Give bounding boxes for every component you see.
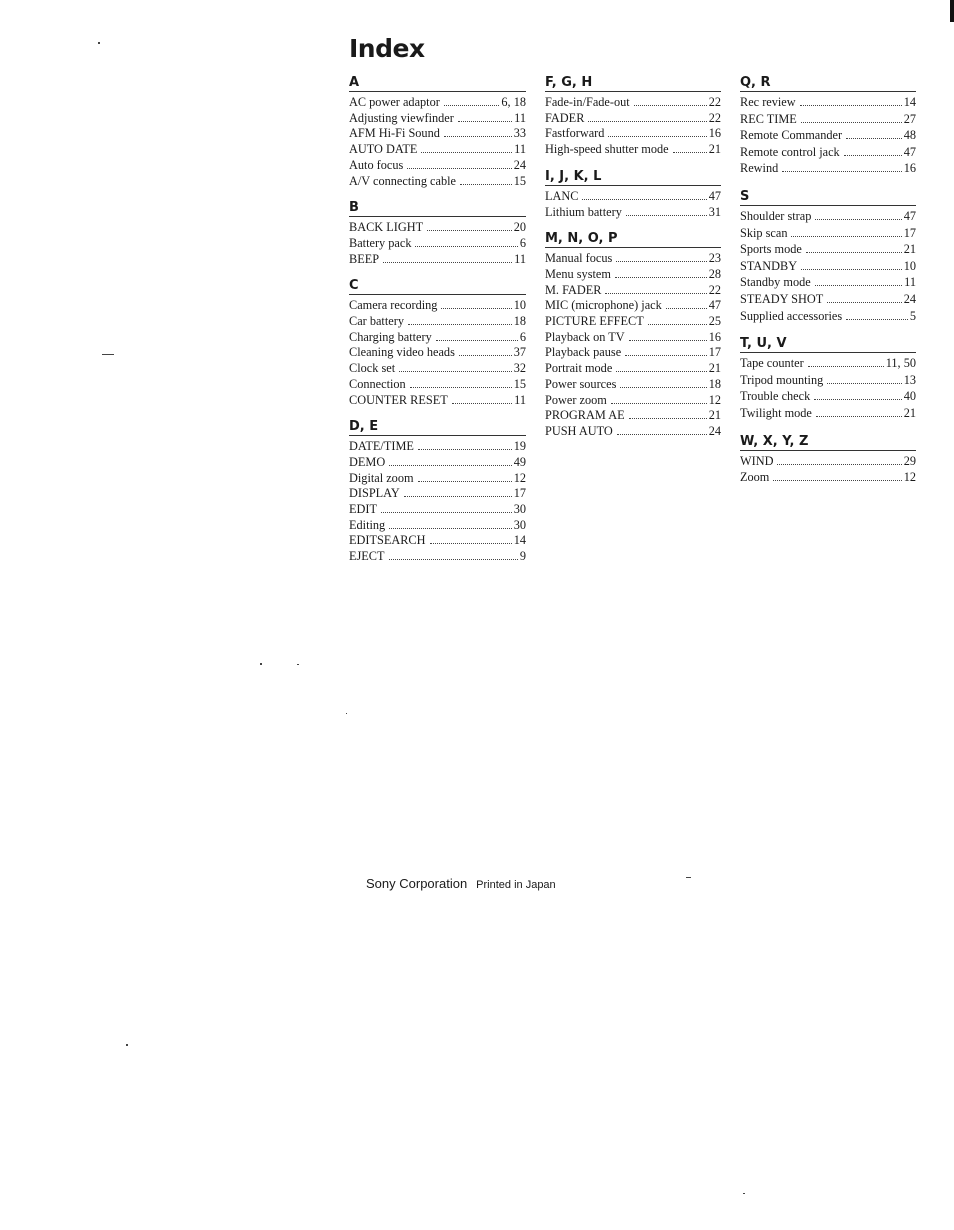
entry-page-number: 17: [903, 225, 916, 240]
entry-term: Fade-in/Fade-out: [545, 95, 630, 109]
entry-term: Digital zoom: [349, 470, 414, 485]
index-entry: [349, 329, 526, 345]
entry-term: EDITSEARCH: [349, 533, 426, 548]
entry-page-number: 25: [708, 314, 721, 329]
section-heading: T, U, V: [740, 335, 916, 353]
dot-leader: [611, 392, 707, 404]
entry-term: DEMO: [349, 454, 386, 469]
index-entry: [740, 225, 916, 242]
section-heading: I, J, K, L: [545, 168, 721, 186]
entry-page-number: 47: [708, 298, 721, 313]
dot-leader: [629, 407, 707, 419]
dot-leader: [458, 110, 512, 122]
company-name: Sony Corporation: [366, 876, 468, 891]
entry-term: AC power adaptor: [349, 95, 440, 109]
entry-page-number: 14: [513, 533, 526, 548]
index-entry: [349, 141, 526, 157]
index-entry: [349, 313, 526, 329]
entry-term: Menu system: [545, 266, 611, 281]
index-section: [349, 277, 526, 407]
dot-leader: [389, 548, 518, 560]
entry-term: Fastforward: [545, 126, 605, 141]
index-entry: [349, 297, 526, 313]
dot-leader: [648, 313, 707, 325]
index-entry: [740, 291, 916, 308]
dot-leader: [381, 501, 512, 513]
entry-term: Portrait mode: [545, 361, 613, 376]
index-section: [740, 188, 916, 324]
entry-page-number: 20: [513, 220, 526, 235]
entry-term: Sports mode: [740, 242, 802, 257]
entry-page-number: 29: [903, 453, 916, 468]
entry-page-number: 12: [903, 470, 916, 485]
entry-term: COUNTER RESET: [349, 392, 448, 407]
index-entry: [545, 188, 721, 204]
dot-leader: [801, 258, 902, 270]
entry-term: Cleaning video heads: [349, 345, 455, 360]
entry-page-number: 47: [903, 144, 916, 159]
entry-term: Adjusting viewfinder: [349, 110, 454, 125]
index-entry: [545, 141, 721, 157]
index-entry: [349, 548, 526, 564]
index-entry: [349, 110, 526, 126]
index-entry: [740, 469, 916, 486]
dot-leader: [844, 144, 902, 156]
dot-leader: [430, 532, 512, 544]
dot-leader: [421, 141, 512, 153]
dot-leader: [616, 360, 706, 372]
section-heading: B: [349, 199, 526, 217]
index-entry: [349, 532, 526, 548]
index-entry: [740, 144, 916, 161]
dot-leader: [629, 329, 707, 341]
dot-leader: [782, 160, 901, 172]
scan-speck: [686, 877, 691, 878]
entry-page-number: 6: [519, 235, 526, 250]
entry-term: Remote Commander: [740, 128, 843, 143]
entry-term: Shoulder strap: [740, 208, 812, 223]
dot-leader: [816, 405, 902, 417]
entry-term: Battery pack: [349, 235, 412, 250]
dot-leader: [605, 282, 706, 294]
entry-page-number: 21: [903, 405, 916, 420]
entry-term: MIC (microphone) jack: [545, 298, 662, 313]
dot-leader: [427, 219, 512, 231]
entry-term: EJECT: [349, 549, 385, 564]
entry-page-number: 27: [903, 111, 916, 126]
entry-page-number: 16: [708, 126, 721, 141]
dot-leader: [634, 94, 707, 106]
entry-term: BACK LIGHT: [349, 220, 424, 235]
dot-leader: [625, 344, 707, 356]
entry-term: Auto focus: [349, 157, 404, 172]
entry-term: Charging battery: [349, 329, 432, 344]
entry-page-number: 12: [708, 392, 721, 407]
index-entry: [349, 438, 526, 454]
index-section: [545, 230, 721, 438]
entry-page-number: 22: [708, 282, 721, 297]
entry-term: Trouble check: [740, 389, 811, 404]
footer: [366, 876, 556, 891]
index-entry: [545, 204, 721, 220]
dot-leader: [459, 344, 512, 356]
index-entry: [740, 372, 916, 389]
index-section: [545, 74, 721, 157]
entry-page-number: 24: [903, 291, 916, 306]
dot-leader: [777, 453, 901, 465]
entry-page-number: 17: [708, 345, 721, 360]
dot-leader: [404, 485, 512, 497]
dot-leader: [806, 241, 902, 253]
entry-page-number: 14: [903, 95, 916, 109]
index-entry: [740, 127, 916, 144]
entry-term: FADER: [545, 110, 585, 125]
index-entry: [349, 219, 526, 235]
dot-leader: [383, 251, 512, 263]
entry-term: Clock set: [349, 361, 396, 376]
index-entry: [740, 258, 916, 275]
entry-term: M. FADER: [545, 282, 602, 297]
dot-leader: [582, 188, 706, 200]
entry-page-number: 22: [708, 95, 721, 109]
dot-leader: [415, 235, 517, 247]
index-entry: [740, 160, 916, 177]
entry-page-number: 22: [708, 110, 721, 125]
entry-term: Power sources: [545, 376, 617, 391]
scan-speck: [346, 713, 347, 714]
entry-term: PUSH AUTO: [545, 423, 613, 438]
entry-term: A/V connecting cable: [349, 173, 456, 188]
index-section: [349, 418, 526, 564]
scan-speck: [260, 663, 262, 665]
entry-page-number: 10: [903, 258, 916, 273]
entry-term: LANC: [545, 188, 579, 203]
entry-term: Zoom: [740, 470, 770, 485]
index-entry: [740, 308, 916, 325]
entry-page-number: 11: [514, 251, 526, 266]
entry-term: Power zoom: [545, 392, 607, 407]
dot-leader: [452, 392, 512, 404]
entry-page-number: 21: [708, 142, 721, 157]
index-section: [740, 335, 916, 421]
index-entry: [349, 392, 526, 408]
entry-term: Playback pause: [545, 345, 622, 360]
entry-term: PICTURE EFFECT: [545, 314, 644, 329]
entry-page-number: 11: [514, 142, 526, 157]
scan-speck: [743, 1193, 745, 1194]
index-entry: [349, 454, 526, 470]
edge-mark: [950, 0, 954, 22]
index-column-2: [545, 74, 721, 450]
entry-term: Remote control jack: [740, 144, 840, 159]
index-entry: [349, 517, 526, 533]
section-heading: A: [349, 74, 526, 92]
entry-page-number: 47: [903, 208, 916, 223]
dot-leader: [827, 372, 901, 384]
entry-term: Manual focus: [545, 251, 613, 266]
index-entry: [545, 266, 721, 282]
dot-leader: [410, 376, 512, 388]
dot-leader: [626, 204, 707, 216]
section-heading: Q, R: [740, 74, 916, 92]
dot-leader: [407, 157, 511, 169]
index-entry: [740, 94, 916, 111]
entry-page-number: 18: [708, 376, 721, 391]
index-entry: [349, 173, 526, 189]
index-entry: [349, 470, 526, 486]
dot-leader: [616, 250, 706, 262]
index-section: [740, 74, 916, 177]
entry-page-number: 11: [904, 275, 916, 290]
dot-leader: [444, 125, 512, 137]
entry-page-number: 11: [514, 110, 526, 125]
dot-leader: [814, 388, 901, 400]
entry-page-number: 11: [514, 392, 526, 407]
index-section: [740, 433, 916, 486]
index-entry: [349, 485, 526, 501]
dot-leader: [588, 110, 706, 122]
entry-term: Twilight mode: [740, 405, 812, 420]
dot-leader: [615, 266, 707, 278]
index-entry: [545, 423, 721, 439]
dot-leader: [436, 329, 518, 341]
index-entry: [740, 453, 916, 470]
page-title: Index: [349, 34, 425, 63]
entry-page-number: 12: [513, 470, 526, 485]
index-entry: [545, 344, 721, 360]
index-column-3: [740, 74, 916, 497]
dot-leader: [389, 517, 511, 529]
dot-leader: [801, 111, 902, 123]
entry-term: Lithium battery: [545, 204, 622, 219]
entry-page-number: 11, 50: [885, 356, 916, 371]
dot-leader: [608, 125, 706, 137]
section-heading: M, N, O, P: [545, 230, 721, 248]
entry-term: EDIT: [349, 502, 377, 517]
entry-term: DATE/TIME: [349, 439, 414, 454]
index-entry: [545, 110, 721, 126]
entry-term: Skip scan: [740, 225, 788, 240]
entry-term: Playback on TV: [545, 329, 625, 344]
section-heading: S: [740, 188, 916, 206]
dot-leader: [808, 355, 884, 367]
index-entry: [740, 208, 916, 225]
dot-leader: [815, 274, 902, 286]
index-entry: [545, 250, 721, 266]
entry-page-number: 21: [903, 242, 916, 257]
entry-term: DISPLAY: [349, 486, 400, 501]
dot-leader: [800, 94, 902, 106]
entry-term: STEADY SHOT: [740, 291, 824, 306]
scan-speck: [98, 42, 100, 44]
index-entry: [545, 360, 721, 376]
index-entry: [349, 251, 526, 267]
entry-page-number: 19: [513, 439, 526, 454]
entry-page-number: 23: [708, 251, 721, 266]
dot-leader: [418, 438, 512, 450]
dot-leader: [673, 141, 707, 153]
entry-page-number: 6: [519, 329, 526, 344]
entry-page-number: 24: [513, 157, 526, 172]
index-entry: [349, 235, 526, 251]
index-entry: [349, 360, 526, 376]
entry-term: High-speed shutter mode: [545, 142, 669, 157]
entry-term: REC TIME: [740, 111, 797, 126]
index-entry: [740, 241, 916, 258]
entry-page-number: 15: [513, 376, 526, 391]
index-entry: [349, 376, 526, 392]
index-entry: [349, 125, 526, 141]
dot-leader: [399, 360, 512, 372]
index-entry: [349, 501, 526, 517]
dot-leader: [418, 470, 512, 482]
entry-page-number: 6, 18: [501, 95, 526, 109]
index-entry: [545, 125, 721, 141]
index-section: [349, 74, 526, 188]
dot-leader: [773, 469, 901, 481]
index-entry: [545, 94, 721, 110]
dot-leader: [408, 313, 512, 325]
dot-leader: [791, 225, 901, 237]
index-entry: [349, 94, 526, 110]
index-section: [349, 199, 526, 266]
dot-leader: [617, 423, 707, 435]
index-entry: [740, 111, 916, 128]
entry-page-number: 21: [708, 408, 721, 423]
printed-in: Printed in Japan: [476, 879, 556, 891]
entry-page-number: 48: [903, 128, 916, 143]
entry-page-number: 49: [513, 454, 526, 469]
dot-leader: [846, 127, 902, 139]
scan-speck: [297, 664, 299, 665]
entry-page-number: 9: [519, 549, 526, 564]
entry-page-number: 28: [708, 266, 721, 281]
entry-page-number: 37: [513, 345, 526, 360]
index-entry: [740, 405, 916, 422]
dot-leader: [846, 308, 908, 320]
entry-term: Rec review: [740, 95, 796, 109]
index-entry: [545, 329, 721, 345]
entry-term: AUTO DATE: [349, 142, 418, 157]
entry-page-number: 10: [513, 298, 526, 313]
entry-term: BEEP: [349, 251, 380, 266]
index-entry: [740, 388, 916, 405]
dot-leader: [827, 291, 901, 303]
scan-speck: [126, 1044, 128, 1046]
index-entry: [349, 157, 526, 173]
entry-term: PROGRAM AE: [545, 408, 625, 423]
entry-page-number: 24: [708, 423, 721, 438]
entry-term: WIND: [740, 453, 774, 468]
entry-page-number: 40: [903, 389, 916, 404]
entry-term: Tape counter: [740, 356, 804, 371]
entry-page-number: 5: [909, 308, 916, 323]
entry-term: Camera recording: [349, 298, 438, 313]
section-heading: C: [349, 277, 526, 295]
entry-term: Editing: [349, 517, 386, 532]
entry-page-number: 33: [513, 126, 526, 141]
section-heading: D, E: [349, 418, 526, 436]
entry-page-number: 16: [903, 161, 916, 176]
index-column-1: [349, 74, 526, 575]
index-entry: [545, 392, 721, 408]
index-entry: [349, 344, 526, 360]
entry-term: Rewind: [740, 161, 779, 176]
index-section: [545, 168, 721, 219]
entry-page-number: 18: [513, 314, 526, 329]
entry-page-number: 21: [708, 361, 721, 376]
entry-term: STANDBY: [740, 258, 798, 273]
index-entry: [545, 407, 721, 423]
entry-page-number: 30: [513, 517, 526, 532]
scan-speck: [102, 354, 114, 355]
dot-leader: [620, 376, 706, 388]
index-entry: [545, 376, 721, 392]
dot-leader: [666, 297, 707, 309]
entry-page-number: 30: [513, 502, 526, 517]
entry-page-number: 13: [903, 372, 916, 387]
dot-leader: [444, 94, 500, 106]
entry-term: Car battery: [349, 314, 404, 329]
dot-leader: [815, 208, 901, 220]
entry-term: Standby mode: [740, 275, 811, 290]
entry-page-number: 31: [708, 204, 721, 219]
entry-page-number: 47: [708, 188, 721, 203]
entry-page-number: 16: [708, 329, 721, 344]
entry-page-number: 32: [513, 361, 526, 376]
index-entry: [740, 355, 916, 372]
index-entry: [545, 297, 721, 313]
entry-page-number: 15: [513, 173, 526, 188]
index-entry: [545, 313, 721, 329]
entry-term: AFM Hi-Fi Sound: [349, 126, 440, 141]
dot-leader: [389, 454, 511, 466]
entry-term: Supplied accessories: [740, 308, 843, 323]
entry-page-number: 17: [513, 486, 526, 501]
section-heading: W, X, Y, Z: [740, 433, 916, 451]
dot-leader: [460, 173, 512, 185]
entry-term: Tripod mounting: [740, 372, 824, 387]
index-entry: [740, 274, 916, 291]
entry-term: Connection: [349, 376, 406, 391]
index-entry: [545, 282, 721, 298]
section-heading: F, G, H: [545, 74, 721, 92]
dot-leader: [441, 297, 511, 309]
